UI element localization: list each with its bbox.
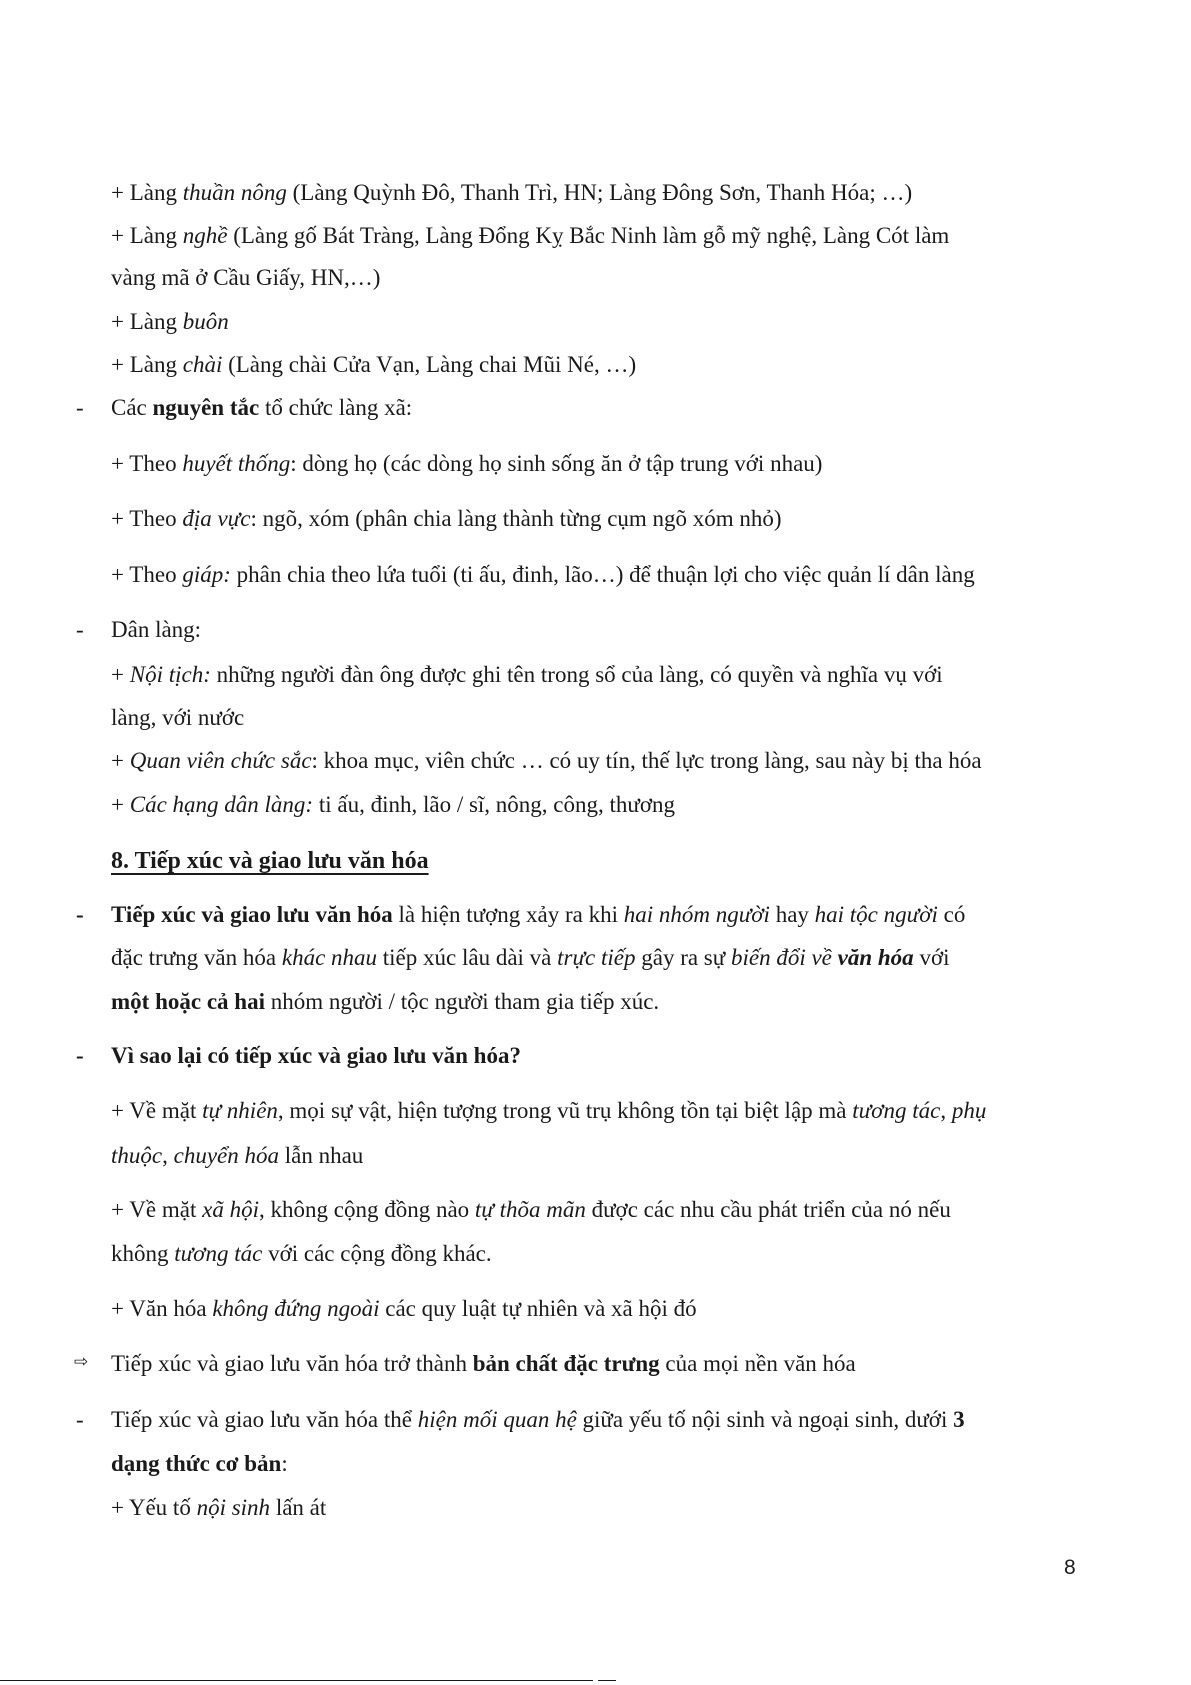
village-type-craft: + Làng nghề (Làng gố Bát Tràng, Làng Đổng Kỵ Bắc Ninh làm gỗ mỹ nghệ, Làng Cót làm xyxy=(111,223,950,248)
arrow-icon: ⇨ xyxy=(74,1352,89,1372)
forms-line-1: Tiếp xúc và giao lưu văn hóa thể hiện mối quan hệ giữa yếu tố nội sinh và ngoại sinh, dưới 3 xyxy=(111,1407,965,1432)
village-type-craft-cont: vàng mã ở Cầu Giấy, HN,…) xyxy=(111,265,381,290)
form-internal: + Yếu tố nội sinh lấn át xyxy=(111,1495,327,1520)
definition-line-1: Tiếp xúc và giao lưu văn hóa là hiện tượng xảy ra khi hai nhóm người hay hai tộc người có xyxy=(111,902,966,927)
principle-age-group: + Theo giáp: phân chia theo lứa tuổi (ti ấu, đinh, lão…) để thuận lợi cho việc quản lí dân làng xyxy=(111,562,975,587)
bullet-dash: - xyxy=(76,395,84,420)
footer-rule xyxy=(598,1680,616,1681)
resident-classes: + Các hạng dân làng: ti ấu, đinh, lão / sĩ, nông, công, thương xyxy=(111,792,676,817)
principle-territory: + Theo địa vực: ngõ, xóm (phân chia làng thành từng cụm ngõ xóm nhỏ) xyxy=(111,506,782,531)
principle-kinship: + Theo huyết thống: dòng họ (các dòng họ sinh sống ăn ở tập trung với nhau) xyxy=(111,451,823,476)
resident-native: + Nội tịch: những người đàn ông được ghi tên trong sổ của làng, có quyền và nghĩa vụ với xyxy=(111,662,943,687)
forms-line-2: dạng thức cơ bản: xyxy=(111,1451,288,1476)
bullet-dash: - xyxy=(76,1043,84,1068)
why-nature-line-1: + Về mặt tự nhiên, mọi sự vật, hiện tượng trong vũ trụ không tồn tại biệt lập mà tương tác, phụ xyxy=(111,1098,987,1123)
footer-rule xyxy=(0,1680,593,1681)
bullet-dash: - xyxy=(76,1407,84,1432)
conclusion: Tiếp xúc và giao lưu văn hóa trở thành bản chất đặc trưng của mọi nền văn hóa xyxy=(111,1351,856,1376)
why-society-line-1: + Về mặt xã hội, không cộng đồng nào tự thõa mãn được các nhu cầu phát triển của nó nếu xyxy=(111,1197,951,1222)
why-society-line-2: không tương tác với các cộng đồng khác. xyxy=(111,1241,492,1266)
page-number: 8 xyxy=(1064,1556,1076,1579)
definition-line-2: đặc trưng văn hóa khác nhau tiếp xúc lâu dài và trực tiếp gây ra sự biến đổi về văn hóa với xyxy=(111,945,950,970)
why-question: Vì sao lại có tiếp xúc và giao lưu văn hóa? xyxy=(111,1043,521,1068)
residents-label: Dân làng: xyxy=(111,617,202,642)
bullet-dash: - xyxy=(76,902,84,927)
definition-line-3: một hoặc cả hai nhóm người / tộc người tham gia tiếp xúc. xyxy=(111,989,660,1014)
resident-native-cont: làng, với nước xyxy=(111,705,245,730)
bullet-dash: - xyxy=(76,617,84,642)
village-type-fishing: + Làng chài (Làng chài Cửa Vạn, Làng chai Mũi Né, …) xyxy=(111,352,637,377)
principles-intro: Các nguyên tắc tổ chức làng xã: xyxy=(111,395,413,420)
resident-officials: + Quan viên chức sắc: khoa mục, viên chức … có uy tín, thế lực trong làng, sau này bị tha hóa xyxy=(111,748,982,773)
why-culture: + Văn hóa không đứng ngoài các quy luật tự nhiên và xã hội đó xyxy=(111,1296,697,1321)
village-type-farming: + Làng thuần nông (Làng Quỳnh Đô, Thanh Trì, HN; Làng Đông Sơn, Thanh Hóa; …) xyxy=(111,180,913,205)
village-type-trade: + Làng buôn xyxy=(111,309,229,334)
section-heading: 8. Tiếp xúc và giao lưu văn hóa xyxy=(111,848,429,874)
why-nature-line-2: thuộc, chuyển hóa lẫn nhau xyxy=(111,1143,364,1168)
